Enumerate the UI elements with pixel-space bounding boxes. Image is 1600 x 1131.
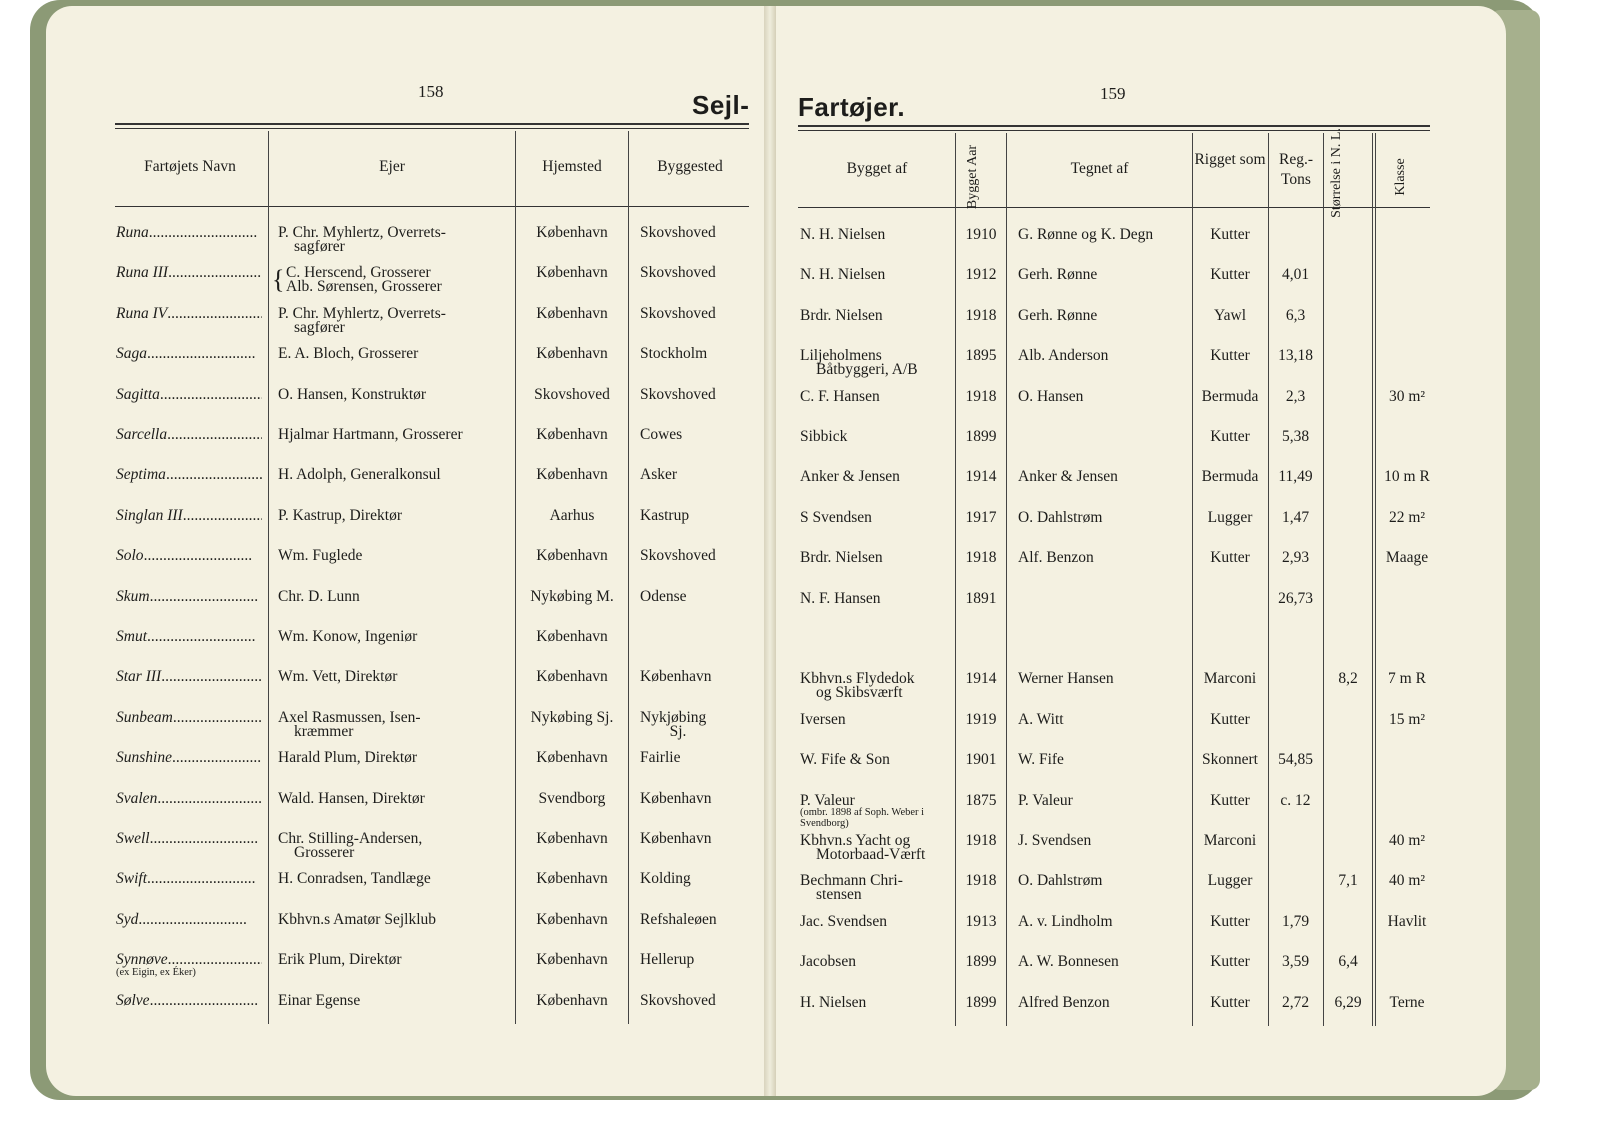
home-port: København bbox=[536, 991, 608, 1009]
vessel-name: Star III bbox=[116, 669, 162, 686]
vessel-name: Solo bbox=[116, 548, 144, 565]
vessel-name-cell bbox=[116, 589, 262, 605]
home-port: Skovshoved bbox=[534, 385, 610, 403]
build-place: Skovshoved bbox=[640, 547, 716, 565]
build-year: 1901 bbox=[965, 751, 997, 769]
build-place: Skovshoved bbox=[640, 385, 716, 403]
home-port: København bbox=[536, 264, 608, 282]
rigging: Kutter bbox=[1210, 912, 1250, 930]
class: 7 m R bbox=[1388, 670, 1426, 688]
home-port: Nykøbing M. bbox=[530, 587, 614, 605]
vessel-name: Sagitta bbox=[116, 386, 160, 403]
register-tons: 26,73 bbox=[1278, 589, 1313, 607]
designer: P. Valeur bbox=[1018, 791, 1073, 809]
owner: Wm. Vett, Direktør bbox=[278, 668, 398, 686]
header-rule-left-bottom bbox=[115, 128, 749, 129]
vessel-name: Skum bbox=[116, 588, 150, 605]
register-tons: c. 12 bbox=[1280, 791, 1311, 809]
home-port: København bbox=[536, 224, 608, 241]
designer: O. Dahlstrøm bbox=[1018, 872, 1103, 890]
vessel-name-cell bbox=[116, 791, 262, 807]
register-tons: 54,85 bbox=[1278, 751, 1313, 769]
leader-dots bbox=[157, 791, 262, 807]
vessel-name: Swell bbox=[116, 831, 150, 847]
col-header-tons: Reg.-Tons bbox=[1278, 151, 1313, 188]
vessel-name-cell bbox=[116, 750, 262, 766]
class: 15 m² bbox=[1388, 710, 1426, 728]
vessel-name: Swift bbox=[116, 871, 148, 888]
build-year: 1918 bbox=[965, 832, 997, 849]
vessel-name-cell bbox=[116, 346, 262, 362]
builder: P. Valeur bbox=[800, 791, 855, 809]
rigging: Skonnert bbox=[1202, 751, 1258, 769]
home-port: København bbox=[536, 951, 608, 969]
build-place: Skovshoved bbox=[640, 991, 716, 1009]
builder: Liljeholmens bbox=[800, 347, 882, 365]
build-year: 1918 bbox=[965, 306, 997, 324]
owner: Wald. Hansen, Direktør bbox=[278, 789, 425, 807]
rigging: Kutter bbox=[1210, 993, 1250, 1011]
leader-dots bbox=[138, 912, 247, 928]
page-number-right: 159 bbox=[1100, 84, 1126, 103]
vessel-name-cell bbox=[116, 912, 262, 928]
rigging: Kutter bbox=[1210, 266, 1250, 284]
owner: Wm. Konow, Ingeniør bbox=[278, 628, 418, 645]
owner: Chr. D. Lunn bbox=[278, 587, 360, 605]
owner: Chr. Stilling-Andersen, bbox=[278, 830, 423, 847]
vessel-name: Sunshine bbox=[116, 750, 172, 767]
leader-dots bbox=[150, 831, 259, 847]
owner: P. Chr. Myhlertz, Overrets- bbox=[278, 224, 446, 241]
leader-dots bbox=[147, 346, 256, 362]
builder-note: (ombr. 1898 af Soph. Weber i Svendborg) bbox=[800, 806, 925, 829]
leader-dots bbox=[173, 710, 262, 726]
designer: A. W. Bonnesen bbox=[1018, 953, 1119, 971]
register-tons: 4,01 bbox=[1281, 266, 1310, 284]
home-port: København bbox=[536, 870, 608, 888]
leader-dots bbox=[149, 225, 258, 241]
build-place: Kolding bbox=[640, 870, 691, 888]
designer: A. v. Lindholm bbox=[1018, 912, 1113, 930]
page-number-left: 158 bbox=[418, 82, 444, 101]
owner: H. Adolph, Generalkonsul bbox=[278, 466, 441, 484]
vessel-name-note: (ex Eigin, ex Éker) bbox=[116, 967, 196, 979]
size-nl: 6,4 bbox=[1338, 953, 1358, 971]
home-port: København bbox=[536, 628, 608, 645]
owner-line2: Grosserer bbox=[294, 844, 355, 861]
designer: G. Rønne og K. Degn bbox=[1018, 226, 1154, 243]
owner: Axel Rasmussen, Isen- bbox=[278, 708, 421, 726]
divider-right-6 bbox=[1372, 133, 1373, 1026]
class: 40 m² bbox=[1388, 832, 1426, 849]
builder: N. H. Nielsen bbox=[800, 226, 886, 243]
leader-dots bbox=[166, 467, 262, 483]
build-year: 1914 bbox=[965, 468, 997, 486]
vessel-name: Sarcella bbox=[116, 427, 168, 443]
vessel-name: Sølve bbox=[116, 992, 150, 1009]
builder: Brdr. Nielsen bbox=[800, 306, 883, 324]
rigging: Bermuda bbox=[1201, 387, 1259, 405]
vessel-name-cell bbox=[116, 508, 262, 524]
home-port: Nykøbing Sj. bbox=[530, 708, 614, 726]
builder-line2: Motorbaad-Værft bbox=[816, 846, 926, 863]
vessel-name: Saga bbox=[116, 346, 147, 363]
class: Maage bbox=[1385, 549, 1429, 567]
rigging: Marconi bbox=[1203, 832, 1257, 849]
build-place: Odense bbox=[640, 587, 687, 605]
vessel-name-cell bbox=[116, 710, 262, 726]
vessel-name: Synnøve bbox=[116, 952, 168, 969]
vessel-name: Runa III bbox=[116, 265, 169, 282]
build-place: Stockholm bbox=[640, 345, 708, 363]
vessel-name: Septima bbox=[116, 467, 166, 484]
owner: C. Herscend, Grosserer bbox=[286, 264, 431, 282]
builder: C. F. Hansen bbox=[800, 387, 880, 405]
home-port: København bbox=[536, 749, 608, 767]
vessel-name-cell bbox=[116, 225, 262, 241]
divider-right-5 bbox=[1323, 133, 1324, 1026]
page-heading-left: Sejl- bbox=[692, 90, 750, 120]
home-port: København bbox=[536, 830, 608, 847]
build-year: 1913 bbox=[965, 912, 997, 930]
designer: Werner Hansen bbox=[1018, 670, 1114, 688]
vessel-name: Sunbeam bbox=[116, 709, 173, 726]
page-heading-right: Fartøjer. bbox=[798, 92, 906, 122]
build-place: København bbox=[640, 668, 712, 686]
designer: O. Hansen bbox=[1018, 387, 1084, 405]
class: Terne bbox=[1389, 993, 1425, 1011]
build-place: København bbox=[640, 830, 712, 847]
class: Havlit bbox=[1387, 912, 1427, 930]
col-header-designer: Tegnet af bbox=[1070, 160, 1129, 177]
book-gutter bbox=[764, 6, 776, 1096]
owner: Wm. Fuglede bbox=[278, 547, 363, 565]
col-header-name: Fartøjets Navn bbox=[144, 158, 236, 175]
register-tons: 1,47 bbox=[1281, 508, 1310, 526]
owner: Harald Plum, Direktør bbox=[278, 749, 418, 767]
col-header-class: Klasse bbox=[1393, 158, 1408, 196]
build-year: 1917 bbox=[965, 508, 997, 526]
size-nl: 8,2 bbox=[1338, 670, 1358, 688]
designer: Gerh. Rønne bbox=[1018, 266, 1098, 284]
class: 22 m² bbox=[1388, 508, 1426, 526]
register-tons: 1,79 bbox=[1281, 912, 1310, 930]
class: 40 m² bbox=[1388, 872, 1426, 890]
owner-brace-icon: { bbox=[272, 265, 285, 295]
build-year: 1919 bbox=[965, 710, 997, 728]
owner: P. Kastrup, Direktør bbox=[278, 506, 402, 524]
vessel-name-cell bbox=[116, 265, 262, 281]
rigging: Kutter bbox=[1210, 710, 1250, 728]
build-year: 1910 bbox=[965, 226, 997, 243]
col-header-year: Bygget Aar bbox=[965, 144, 980, 210]
builder: N. F. Hansen bbox=[800, 589, 881, 607]
leader-dots bbox=[183, 508, 262, 524]
vessel-name: Syd bbox=[116, 911, 139, 928]
owner: Kbhvn.s Amatør Sejlklub bbox=[278, 910, 437, 928]
vessel-name-cell bbox=[116, 306, 262, 322]
vessel-name: Runa IV bbox=[116, 305, 168, 322]
leader-dots bbox=[167, 427, 262, 443]
vessel-name-cell bbox=[116, 669, 262, 685]
owner: E. A. Bloch, Grosserer bbox=[278, 345, 419, 363]
home-port: København bbox=[536, 668, 608, 686]
vessel-name: Svalen bbox=[116, 790, 158, 807]
build-place: Skovshoved bbox=[640, 224, 716, 241]
leader-dots bbox=[161, 669, 262, 685]
rigging: Kutter bbox=[1210, 549, 1250, 567]
header-rule-left-top bbox=[115, 123, 749, 125]
build-year: 1918 bbox=[965, 387, 997, 405]
builder: N. H. Nielsen bbox=[800, 266, 886, 284]
designer: A. Witt bbox=[1018, 710, 1064, 728]
build-year: 1891 bbox=[965, 589, 997, 607]
owner-line2: Alb. Sørensen, Grosserer bbox=[286, 278, 442, 296]
home-port: København bbox=[536, 910, 608, 928]
build-year: 1918 bbox=[965, 549, 997, 567]
register-tons: 13,18 bbox=[1278, 347, 1313, 365]
designer: Gerh. Rønne bbox=[1018, 306, 1098, 324]
owner-line2: kræmmer bbox=[294, 722, 354, 740]
build-year: 1899 bbox=[965, 953, 997, 971]
designer: O. Dahlstrøm bbox=[1018, 508, 1103, 526]
build-year: 1875 bbox=[965, 791, 997, 809]
designer: Alb. Anderson bbox=[1018, 347, 1109, 365]
leader-dots bbox=[150, 589, 259, 605]
owner: H. Conradsen, Tandlæge bbox=[278, 870, 431, 888]
owner-line2: sagfører bbox=[294, 238, 345, 255]
divider-right-6b bbox=[1375, 133, 1376, 1026]
rigging: Kutter bbox=[1210, 347, 1250, 365]
vessel-name-cell bbox=[116, 467, 262, 483]
rigging: Kutter bbox=[1210, 428, 1250, 445]
leader-dots bbox=[160, 387, 262, 403]
build-place: Skovshoved bbox=[640, 304, 716, 322]
build-year: 1914 bbox=[965, 670, 997, 688]
build-place: Asker bbox=[640, 466, 678, 484]
col-header-size: Størrelse i N. L. bbox=[1329, 128, 1344, 218]
header-rule-left-under bbox=[115, 206, 749, 207]
build-place: Nykjøbing bbox=[640, 708, 707, 726]
vessel-name-cell bbox=[116, 427, 262, 443]
home-port: Svendborg bbox=[538, 789, 606, 807]
owner: P. Chr. Myhlertz, Overrets- bbox=[278, 304, 446, 322]
builder: Jac. Svendsen bbox=[800, 912, 887, 930]
vessel-name-cell bbox=[116, 629, 262, 645]
home-port: København bbox=[536, 304, 608, 322]
designer: Anker & Jensen bbox=[1018, 468, 1118, 486]
class: 30 m² bbox=[1388, 387, 1426, 405]
divider-left-1 bbox=[268, 131, 269, 1024]
rigging: Marconi bbox=[1203, 670, 1257, 688]
class: 10 m R bbox=[1384, 468, 1430, 486]
build-place: København bbox=[640, 789, 712, 807]
leader-dots bbox=[147, 629, 256, 645]
col-header-owner: Ejer bbox=[379, 158, 405, 175]
build-place: Hellerup bbox=[640, 951, 695, 969]
builder-line2: Båtbyggeri, A/B bbox=[816, 361, 918, 379]
builder: Jacobsen bbox=[800, 953, 856, 971]
owner: O. Hansen, Konstruktør bbox=[278, 385, 427, 403]
leader-dots bbox=[167, 306, 262, 322]
col-header-rig: Rigget som bbox=[1194, 151, 1266, 168]
vessel-name-cell bbox=[116, 952, 262, 968]
register-tons: 2,93 bbox=[1281, 549, 1310, 567]
register-tons: 2,72 bbox=[1281, 993, 1310, 1011]
build-place: Cowes bbox=[640, 426, 683, 443]
builder: H. Nielsen bbox=[800, 993, 867, 1011]
designer: J. Svendsen bbox=[1018, 832, 1092, 849]
builder: Anker & Jensen bbox=[800, 468, 900, 486]
builder-line2: og Skibsværft bbox=[816, 684, 903, 702]
rigging: Kutter bbox=[1210, 791, 1250, 809]
build-year: 1918 bbox=[965, 872, 997, 890]
vessel-name: Smut bbox=[116, 629, 147, 645]
rigging: Lugger bbox=[1207, 508, 1253, 526]
builder: Bechmann Chri- bbox=[800, 872, 903, 890]
divider-left-3 bbox=[628, 131, 629, 1024]
col-header-built-place: Byggested bbox=[657, 158, 723, 175]
build-place: Refshaleøen bbox=[640, 910, 717, 928]
rigging: Yawl bbox=[1213, 306, 1247, 324]
register-tons: 2,3 bbox=[1285, 387, 1306, 405]
owner: Erik Plum, Direktør bbox=[278, 951, 402, 969]
build-year: 1912 bbox=[965, 266, 997, 284]
build-place: Kastrup bbox=[640, 506, 690, 524]
build-place-line2: Sj. bbox=[669, 722, 687, 740]
leader-dots bbox=[168, 265, 262, 281]
designer: W. Fife bbox=[1018, 751, 1064, 769]
builder: Iversen bbox=[800, 710, 846, 728]
build-year: 1899 bbox=[965, 428, 997, 445]
vessel-name: Runa bbox=[116, 225, 149, 241]
rigging: Lugger bbox=[1207, 872, 1253, 890]
leader-dots bbox=[144, 548, 253, 564]
size-nl: 7,1 bbox=[1338, 872, 1358, 890]
divider-right-2 bbox=[1006, 133, 1007, 1026]
leader-dots bbox=[150, 993, 259, 1009]
home-port: København bbox=[536, 426, 608, 443]
home-port: Aarhus bbox=[549, 506, 595, 524]
col-header-builder: Bygget af bbox=[846, 160, 908, 177]
rigging: Bermuda bbox=[1201, 468, 1259, 486]
builder: Kbhvn.s Flydedok bbox=[800, 670, 915, 688]
vessel-name-cell bbox=[116, 993, 262, 1009]
register-tons: 11,49 bbox=[1278, 468, 1313, 486]
home-port: København bbox=[536, 466, 608, 484]
vessel-name-cell bbox=[116, 871, 262, 887]
rigging: Kutter bbox=[1210, 226, 1250, 243]
leader-dots bbox=[172, 750, 262, 766]
builder-line2: stensen bbox=[816, 886, 862, 904]
owner: Einar Egense bbox=[278, 991, 361, 1009]
register-tons: 6,3 bbox=[1285, 306, 1306, 324]
rigging: Kutter bbox=[1210, 953, 1250, 971]
designer: Alfred Benzon bbox=[1018, 993, 1110, 1011]
builder: W. Fife & Son bbox=[800, 751, 890, 769]
builder: Kbhvn.s Yacht og bbox=[800, 832, 911, 849]
vessel-name-cell bbox=[116, 548, 262, 564]
leader-dots bbox=[168, 952, 262, 968]
builder: Brdr. Nielsen bbox=[800, 549, 883, 567]
leader-dots bbox=[147, 871, 256, 887]
builder: S Svendsen bbox=[800, 508, 872, 526]
vessel-name: Singlan III bbox=[116, 507, 183, 524]
vessel-name-cell bbox=[116, 831, 262, 847]
col-header-home: Hjemsted bbox=[542, 158, 602, 175]
owner: Hjalmar Hartmann, Grosserer bbox=[278, 426, 463, 443]
build-year: 1895 bbox=[965, 347, 997, 365]
home-port: København bbox=[536, 547, 608, 565]
build-place: Skovshoved bbox=[640, 264, 716, 282]
home-port: København bbox=[536, 345, 608, 363]
builder: Sibbick bbox=[800, 428, 848, 445]
owner-line2: sagfører bbox=[294, 318, 345, 336]
register-tons: 3,59 bbox=[1281, 953, 1310, 971]
designer: Alf. Benzon bbox=[1018, 549, 1094, 567]
vessel-name-cell bbox=[116, 387, 262, 403]
register-tons: 5,38 bbox=[1281, 428, 1310, 445]
build-year: 1899 bbox=[965, 993, 997, 1011]
build-place: Fairlie bbox=[640, 749, 681, 767]
size-nl: 6,29 bbox=[1334, 993, 1362, 1011]
